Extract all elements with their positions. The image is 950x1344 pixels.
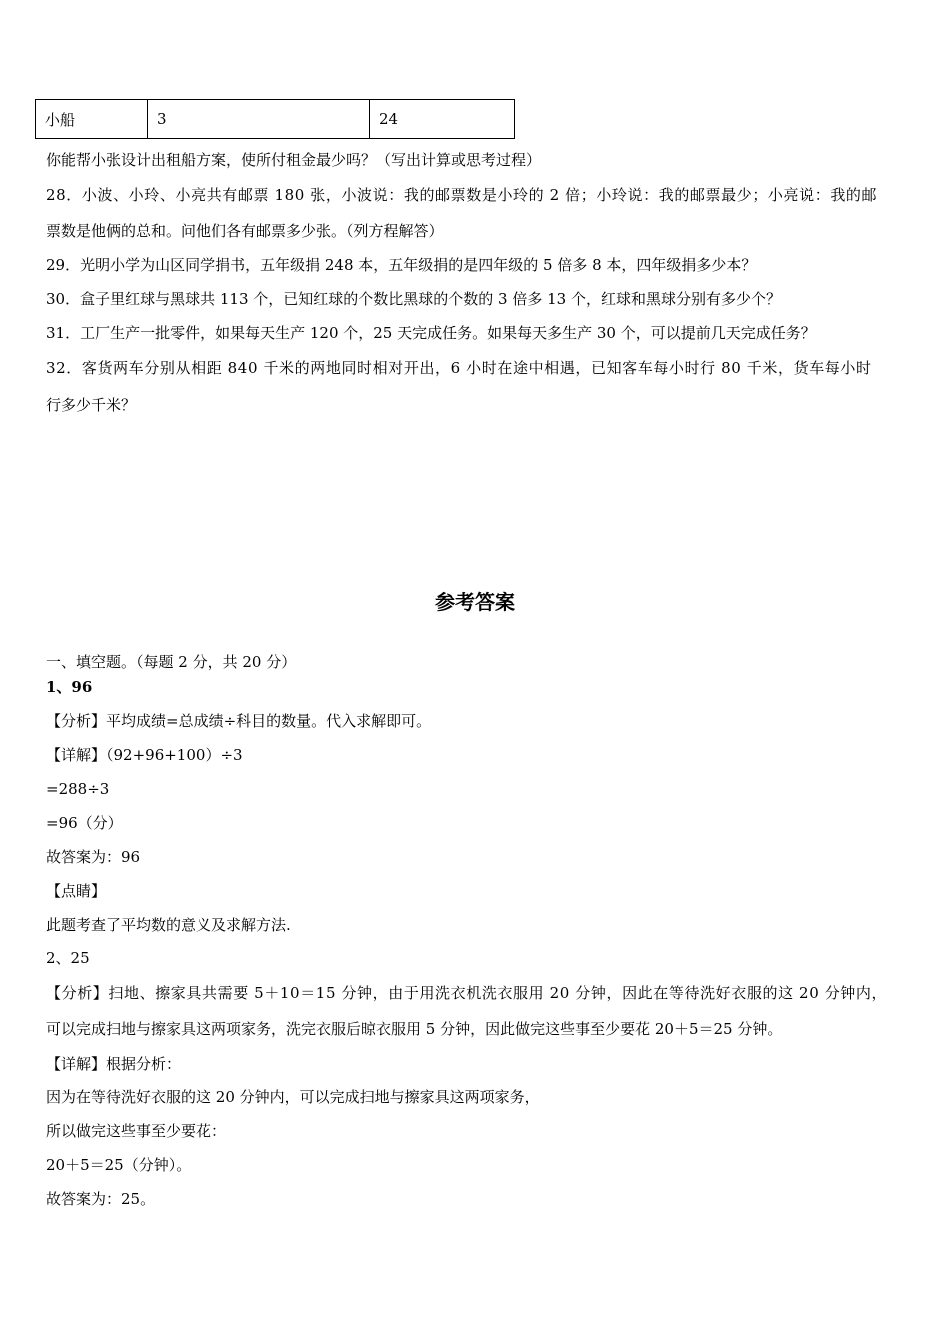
table-cell: 小船 [36, 100, 148, 139]
question-28-line1: 28．小波、小玲、小亮共有邮票 180 张，小波说：我的邮票数是小玲的 2 倍；小玲说：我的邮票最少；小亮说：我的邮 [46, 186, 878, 204]
answer-2-analysis-line1: 【分析】扫地、擦家具共需要 5＋10＝15 分钟，由于用洗衣机洗衣服用 20 分钟，因此在等待洗好衣服的这 20 分钟内， [46, 984, 888, 1002]
answer-2-detail: 【详解】根据分析： [46, 1055, 182, 1073]
question-29: 29．光明小学为山区同学捐书，五年级捐 248 本，五年级捐的是四年级的 5 倍多 8 本，四年级捐多少本？ [46, 256, 757, 274]
answer-1-comment: 此题考查了平均数的意义及求解方法. [46, 916, 291, 934]
answer-1-step1: =288÷3 [46, 780, 110, 798]
question-30: 30．盒子里红球与黑球共 113 个，已知红球的个数比黑球的个数的 3 倍多 13 个，红球和黑球分别有多少个？ [46, 290, 781, 308]
answer-2-number: 2、25 [46, 949, 90, 967]
answer-2-line1: 因为在等待洗好衣服的这 20 分钟内，可以完成扫地与擦家具这两项家务， [46, 1088, 540, 1106]
answer-1-detail: 【详解】（92+96+100）÷3 [46, 746, 243, 764]
table-row [36, 100, 515, 139]
answer-1-result: 故答案为：96 [46, 848, 141, 866]
question-28-line2: 票数是他俩的总和。问他们各有邮票多少张。（列方程解答） [46, 222, 444, 240]
question-32-line1: 32．客货两车分别从相距 840 千米的两地同时相对开出，6 小时在途中相遇，已知客车每小时行 80 千米，货车每小时 [46, 359, 872, 377]
answer-1-step2: =96（分） [46, 814, 123, 832]
answer-2-analysis-line2: 可以完成扫地与擦家具这两项家务，洗完衣服后晾衣服用 5 分钟，因此做完这些事至少要花 20＋5＝25 分钟。 [46, 1020, 783, 1038]
table-cell: 24 [370, 100, 515, 139]
section-heading: 一、填空题。（每题 2 分，共 20 分） [46, 653, 297, 671]
answer-1-number: 1、96 [46, 678, 93, 696]
answer-2-line2: 所以做完这些事至少要花： [46, 1122, 227, 1140]
table-cell: 3 [148, 100, 370, 139]
answer-1-analysis: 【分析】平均成绩=总成绩÷科目的数量。代入求解即可。 [46, 712, 432, 730]
question-27-tail: 你能帮小张设计出租船方案，使所付租金最少吗？（写出计算或思考过程） [46, 151, 542, 169]
answer-1-comment-label: 【点睛】 [46, 882, 107, 900]
question-32-line2: 行多少千米？ [46, 396, 137, 414]
question-31: 31．工厂生产一批零件，如果每天生产 120 个，25 天完成任务。如果每天多生产 30 个，可以提前几天完成任务？ [46, 324, 816, 342]
answer-2-line3: 20＋5＝25（分钟）。 [46, 1156, 192, 1174]
boat-rental-table [35, 99, 515, 139]
answers-title: 参考答案 [435, 590, 515, 614]
answer-2-result: 故答案为：25。 [46, 1190, 156, 1208]
